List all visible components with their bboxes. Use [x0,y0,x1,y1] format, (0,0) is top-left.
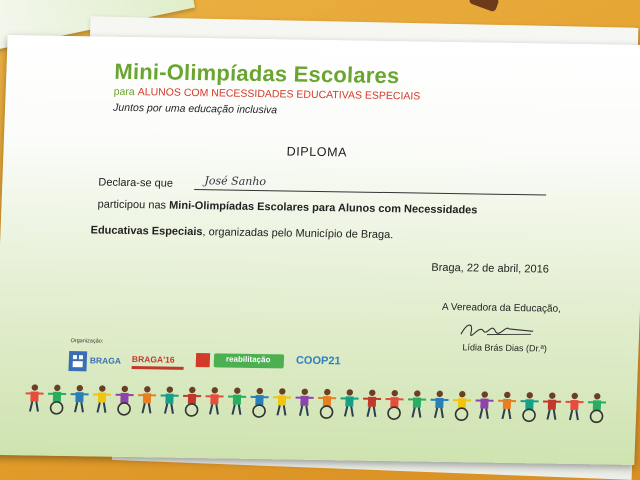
signatory-name: Lídia Brás Dias (Dr.ª) [462,342,548,354]
child-figure [70,385,89,412]
recipient-name: José Sanho [204,174,267,189]
child-figure [407,390,426,417]
child-figure [452,391,471,420]
child-figure [497,392,516,419]
event-line [90,224,393,241]
braga16-logo-text: BRAGA'16 [131,354,175,365]
child-figure [520,392,539,421]
reabilitacao-logo [195,351,271,373]
child-figure [295,388,314,415]
child-figure [340,389,359,416]
children-illustration [22,381,623,430]
child-figure [47,385,66,414]
sponsors-label: Organização: [70,338,104,345]
child-figure [542,392,561,419]
reabilitacao-logo-text: reabilitação [225,354,271,365]
child-figure [587,393,606,422]
declaration-label: Declara-se que [98,176,174,190]
participated-text: participou nas [97,198,167,212]
signatory-role: A Vereadora da Educação, [441,301,562,315]
red-square-icon [196,353,211,367]
child-figure [475,391,494,418]
braga-municipality-logo [67,349,124,372]
child-figure [115,386,134,415]
date-line: Braga, 22 de abril, 2016 [431,261,550,276]
braga-logo-text: BRAGA [89,355,122,366]
child-figure [272,388,291,415]
subtitle-main: ALUNOS COM NECESSIDADES EDUCATIVAS ESPECIAIS [137,86,421,103]
child-figure [227,387,246,414]
child-figure [205,387,224,414]
signature-mark [457,318,538,341]
child-figure [385,390,404,419]
diploma-heading: DIPLOMA [286,144,348,160]
child-figure [182,387,201,416]
subtitle-prefix: para [113,85,135,99]
diploma-certificate [0,35,640,465]
child-figure [430,391,449,418]
child-figure [137,386,156,413]
certificate-tagline: Juntos por uma educação inclusiva [112,101,278,117]
name-underline [194,189,546,196]
child-figure [250,388,269,417]
coop21-logo [295,353,341,375]
child-figure [362,389,381,416]
child-figure [317,389,336,418]
coop21-logo-text: COOP21 [295,354,341,368]
participation-line [97,198,477,216]
child-figure [160,386,179,413]
braga16-logo [131,350,175,372]
event-name-part2: Educativas Especiais [90,224,203,239]
certificate-title: Mini-Olimpíadas Escolares [114,58,400,89]
child-figure [92,385,111,412]
event-name-part1: Mini-Olimpíadas Escolares para Alunos com Necessidades [168,199,478,217]
child-figure [565,393,584,420]
organized-by-text: , organizadas pelo Município de Braga. [202,226,394,242]
child-figure [25,384,44,411]
braga16-underline [132,366,184,370]
